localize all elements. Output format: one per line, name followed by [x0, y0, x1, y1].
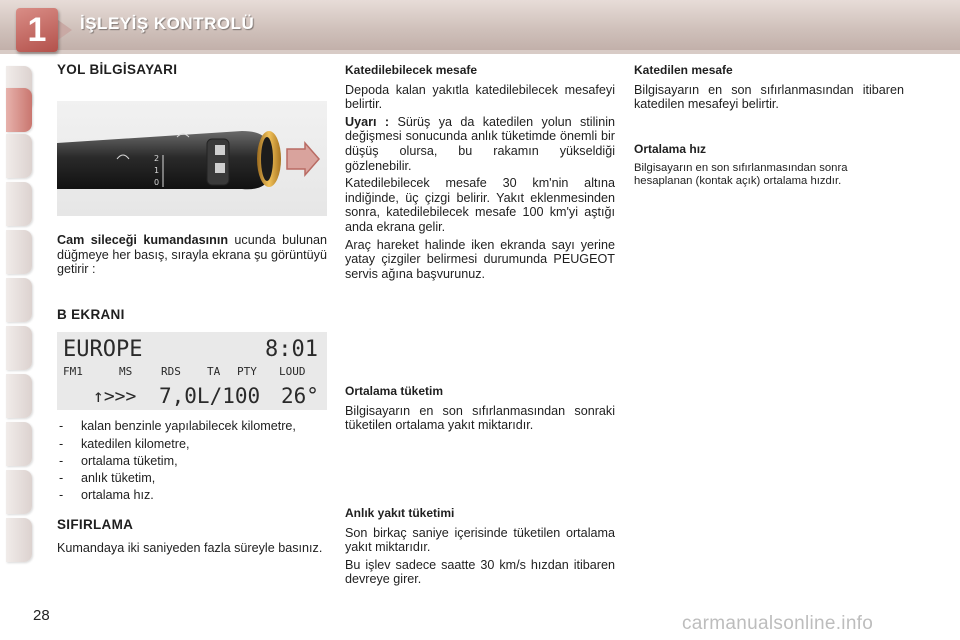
range-section — [345, 63, 615, 281]
range-paragraph: Araç hareket halinde iken ekranda sayı yerine yatay çizgiler belirmesi durumunda PEUGEOT servis ağına başvurunuz. — [345, 237, 615, 281]
lcd-line1-left: EUROPE — [63, 337, 143, 362]
rail-tab-active[interactable] — [6, 88, 32, 132]
rail-tab[interactable] — [6, 134, 32, 178]
rail-tab[interactable] — [6, 278, 32, 322]
lcd-display — [57, 332, 327, 410]
lcd-consumption-value: 7,0L/100 — [159, 384, 261, 408]
average-consumption-text: Bilgisayarın en son sıfırlanmasından sonraki tüketilen ortalama yakıt miktarıdır. — [345, 403, 615, 433]
range-heading: Katedilebilecek mesafe — [345, 63, 478, 77]
lcd-line2-rds: RDS — [161, 365, 181, 378]
average-consumption-heading: Ortalama tüketim — [345, 384, 444, 398]
rail-tab[interactable] — [6, 518, 32, 562]
lcd-range-arrows: ↑>>> — [93, 386, 137, 407]
header-divider — [0, 50, 960, 54]
average-speed-section — [634, 142, 904, 189]
lcd-line2-ta: TA — [207, 365, 221, 378]
rail-tab[interactable] — [6, 230, 32, 274]
list-item: - kalan benzinle yapılabilecek kilometre, — [57, 420, 329, 437]
watermark: carmanualsonline.info — [682, 613, 874, 634]
distance-section — [634, 63, 904, 112]
average-consumption-section — [345, 384, 615, 433]
list-item: - anlık tüketim, — [57, 471, 329, 488]
lcd-line2-ms: MS — [119, 365, 133, 378]
range-warning — [345, 115, 615, 173]
page-number: 28 — [33, 607, 50, 624]
range-paragraph: Depoda kalan yakıtla katedilebilecek mesafeyi belirtir. — [345, 82, 615, 112]
chapter-title: İŞLEYİŞ KONTROLÜ — [80, 14, 255, 33]
rail-tab[interactable] — [6, 326, 32, 370]
svg-text:1: 1 — [154, 166, 160, 175]
distance-heading: Katedilen mesafe — [634, 63, 733, 77]
wiper-stalk-photo — [57, 101, 327, 216]
average-speed-text: Bilgisayarın en son sıfırlanmasından sonra hesaplanan (kontak açık) ortalama hızdır. — [634, 161, 848, 188]
rail-tab[interactable] — [6, 374, 32, 418]
section-heading-trip-computer: YOL BİLGİSAYARI — [57, 62, 178, 77]
rail-tab[interactable] — [6, 470, 32, 514]
reset-text: Kumandaya iki saniyeden fazla süreyle basınız. — [57, 541, 323, 555]
average-speed-heading: Ortalama hız — [634, 142, 707, 156]
section-heading-display-b: B EKRANI — [57, 307, 125, 322]
lcd-temperature: 26° — [281, 384, 319, 408]
instant-consumption-text: Son birkaç saniye içerisinde tüketilen ortalama yakıt miktarıdır. — [345, 525, 615, 555]
warning-label: Uyarı : — [345, 114, 390, 129]
svg-text:0: 0 — [154, 178, 160, 187]
distance-text: Bilgisayarın en son sıfırlanmasından itibaren katedilen mesafeyi belirtir. — [634, 82, 904, 112]
list-item: - ortalama tüketim, — [57, 454, 329, 471]
stalk-instruction — [57, 233, 327, 277]
lcd-line2-loud: LOUD — [279, 365, 306, 378]
rail-tab[interactable] — [6, 422, 32, 466]
chapter-arrow-icon — [58, 20, 72, 40]
lcd-line1-right: 8:01 — [265, 337, 318, 362]
instant-consumption-section — [345, 506, 615, 587]
stalk-text: ucunda bulunan düğmeye her basış, sırayla ekrana şu görüntüyü getirir : — [57, 233, 327, 277]
chapter-rail — [0, 58, 40, 578]
lcd-line2-pty: PTY — [237, 365, 257, 378]
instant-consumption-heading: Anlık yakıt tüketimi — [345, 506, 455, 520]
list-item: - ortalama hız. — [57, 488, 329, 505]
instant-consumption-text: Bu işlev sadece saatte 30 km/s hızdan itibaren devreye girer. — [345, 557, 615, 587]
chapter-number-badge: 1 — [16, 8, 58, 52]
display-list — [57, 420, 329, 505]
rail-tab[interactable] — [6, 182, 32, 226]
display-b-screenshot — [57, 332, 327, 410]
stalk-lead: Cam sileceği kumandasının — [57, 233, 229, 247]
warning-text: Sürüş ya da katedilen yolun stilinin değişmesi sonucunda anlık tüketimde önemli bir düşüş olursa, bu rakamın yükseldiği gözlenebilir. — [345, 114, 616, 173]
svg-text:2: 2 — [154, 154, 160, 163]
reset-paragraph — [57, 541, 327, 556]
range-paragraph: Katedilebilecek mesafe 30 km'nin altına indiğinde, üç çizgi belirir. Yakıt eklenmesinden sonra, katedilebilecek mesafe 100 km'yi aştığı anda ekrana gelir. — [345, 176, 615, 234]
lcd-line2-fm: FM1 — [63, 365, 83, 378]
section-heading-reset: SIFIRLAMA — [57, 517, 134, 532]
wiper-stalk-illustration — [57, 101, 327, 216]
list-item: - katedilen kilometre, — [57, 437, 329, 454]
